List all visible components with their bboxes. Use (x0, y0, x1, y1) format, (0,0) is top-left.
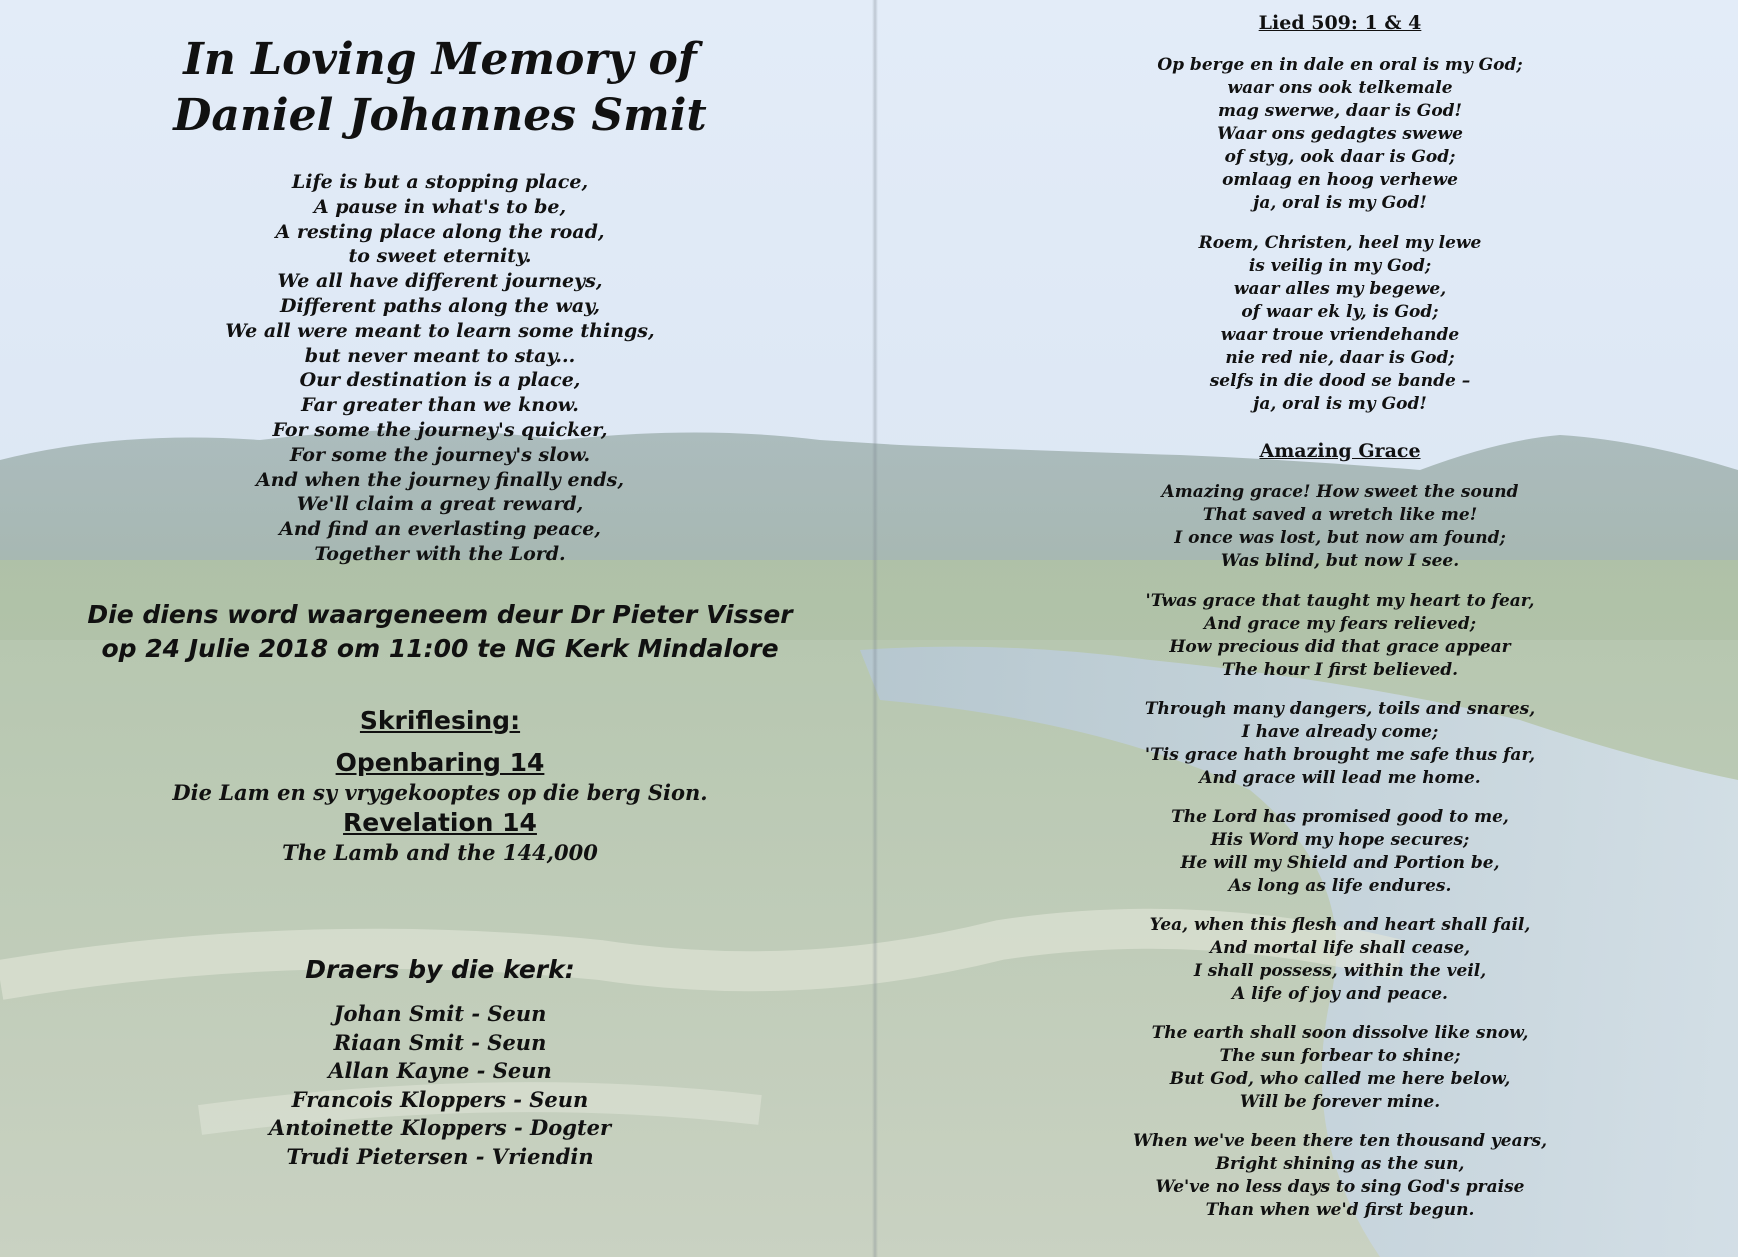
stanza-line: nie red nie, daar is God; (1225, 348, 1455, 368)
poem-line: We all have different journeys, (277, 270, 603, 293)
poem-line: Far greater than we know. (301, 394, 579, 417)
grace-stanza-4 (1050, 806, 1630, 898)
reading-1-heading: Openbaring 14 (335, 748, 545, 777)
grace-stanza-7 (1050, 1130, 1630, 1222)
pallbearer: Johan Smit - Seun (333, 1001, 547, 1026)
poem-line: We'll claim a great reward, (296, 493, 584, 516)
poem-line: Life is but a stopping place, (291, 171, 589, 193)
stanza-line: of waar ek ly, is God; (1241, 302, 1439, 322)
lied-stanza-1 (1050, 54, 1630, 215)
stanza-line: waar alles my begewe, (1233, 279, 1447, 299)
stanza-line: ja, oral is my God! (1253, 394, 1427, 414)
stanza-line: Through many dangers, toils and snares, (1144, 699, 1536, 719)
title-line-2: Daniel Johannes Smit (173, 90, 707, 141)
pallbearer: Francois Kloppers - Seun (291, 1086, 589, 1112)
stanza-line: And mortal life shall cease, (1209, 938, 1471, 958)
lied-heading: Lied 509: 1 & 4 (1258, 12, 1422, 34)
stanza-line: waar ons ook telkemale (1227, 78, 1453, 98)
stanza-line: As long as life endures. (1228, 876, 1452, 896)
stanza-line: Op berge en in dale en oral is my God; (1157, 55, 1523, 75)
lied-stanza-2 (1050, 232, 1630, 416)
poem-line: And find an everlasting peace, (279, 518, 601, 541)
poem-line: For some the journey's slow. (289, 443, 591, 466)
stanza-line: I have already come; (1241, 722, 1439, 742)
poem-line: We all were meant to learn some things, (225, 319, 655, 342)
poem-line: Different paths along the way, (279, 294, 600, 317)
stanza-line: A life of joy and peace. (1232, 984, 1448, 1004)
stanza-line: Yea, when this flesh and heart shall fail, (1149, 915, 1531, 935)
stanza-line: omlaag en hoog verhewe (1222, 170, 1458, 190)
stanza-line: selfs in die dood se bande – (1209, 371, 1471, 391)
stanza-line: waar troue vriendehande (1220, 325, 1460, 345)
stanza-line: Roem, Christen, heel my lewe (1198, 233, 1482, 253)
stanza-line: is veilig in my God; (1248, 256, 1432, 276)
skriflesing-heading: Skriflesing: (359, 706, 521, 735)
stanza-line: Will be forever mine. (1239, 1092, 1441, 1112)
poem-line: For some the journey's quicker, (272, 418, 608, 441)
center-fold (872, 0, 878, 1257)
stanza-line: That saved a wretch like me! (1202, 505, 1478, 525)
pallbearer: Antoinette Kloppers - Dogter (268, 1115, 612, 1141)
stanza-line: The sun forbear to shine; (1219, 1046, 1461, 1066)
stanza-line: When we've been there ten thousand years, (1132, 1131, 1548, 1151)
pallbearers-list (20, 1000, 860, 1172)
right-panel (1050, 0, 1630, 1257)
poem-line: And when the journey finally ends, (256, 468, 624, 491)
stanza-line: I once was lost, but now am found; (1174, 528, 1506, 548)
grace-stanza-1 (1050, 481, 1630, 573)
poem-line: Our destination is a place, (299, 369, 581, 392)
pallbearer: Riaan Smit - Seun (333, 1029, 547, 1055)
amazing-grace-heading: Amazing Grace (1259, 440, 1421, 462)
stanza-line: Was blind, but now I see. (1220, 551, 1460, 571)
title-line-1: In Loving Memory of (183, 34, 697, 85)
poem-line: A pause in what's to be, (313, 195, 567, 218)
poem-line: A resting place along the road, (275, 220, 605, 243)
stanza-line: And grace my fears relieved; (1203, 614, 1477, 634)
stanza-line: Waar ons gedagtes swewe (1217, 124, 1463, 144)
stanza-line: His Word my hope secures; (1210, 830, 1470, 850)
stanza-line: Amazing grace! How sweet the sound (1161, 482, 1519, 502)
stanza-line: But God, who called me here below, (1169, 1069, 1511, 1089)
draers-heading: Draers by die kerk: (305, 955, 575, 984)
stanza-line: 'Twas grace that taught my heart to fear, (1145, 591, 1535, 611)
grace-stanza-6 (1050, 1022, 1630, 1114)
stanza-line: The Lord has promised good to me, (1171, 807, 1509, 827)
stanza-line: 'Tis grace hath brought me safe thus far, (1144, 745, 1536, 765)
poem-line: Together with the Lord. (314, 542, 566, 565)
reading-2-heading: Revelation 14 (343, 808, 537, 837)
stanza-line: How precious did that grace appear (1169, 637, 1511, 657)
pallbearer: Trudi Pietersen - Vriendin (286, 1143, 594, 1169)
pallbearer: Allan Kayne - Seun (328, 1058, 552, 1084)
service-line: op 24 Julie 2018 om 11:00 te NG Kerk Mindalore (101, 634, 779, 663)
poem-line: but never meant to stay... (304, 344, 576, 367)
service-details (20, 598, 860, 666)
poem (20, 170, 860, 567)
stanza-line: He will my Shield and Portion be, (1180, 853, 1500, 873)
reading-1-text: Die Lam en sy vrygekooptes op die berg Sion. (172, 780, 708, 805)
stanza-line: I shall possess, within the veil, (1193, 961, 1487, 981)
left-panel (20, 0, 860, 1257)
grace-stanza-5 (1050, 914, 1630, 1006)
stanza-line: The earth shall soon dissolve like snow, (1151, 1023, 1529, 1043)
stanza-line: Than when we'd first begun. (1205, 1200, 1475, 1220)
reading-2-text: The Lamb and the 144,000 (282, 840, 598, 865)
stanza-line: of styg, ook daar is God; (1224, 147, 1456, 167)
stanza-line: The hour I first believed. (1221, 660, 1459, 680)
stanza-line: Bright shining as the sun, (1215, 1154, 1465, 1174)
stanza-line: ja, oral is my God! (1253, 193, 1427, 213)
grace-stanza-2 (1050, 590, 1630, 682)
stanza-line: mag swerwe, daar is God! (1217, 101, 1463, 121)
poem-line: to sweet eternity. (348, 245, 532, 268)
service-line: Die diens word waargeneem deur Dr Pieter Visser (87, 600, 793, 629)
stanza-line: We've no less days to sing God's praise (1155, 1177, 1525, 1197)
stanza-line: And grace will lead me home. (1199, 768, 1481, 788)
grace-stanza-3 (1050, 698, 1630, 790)
